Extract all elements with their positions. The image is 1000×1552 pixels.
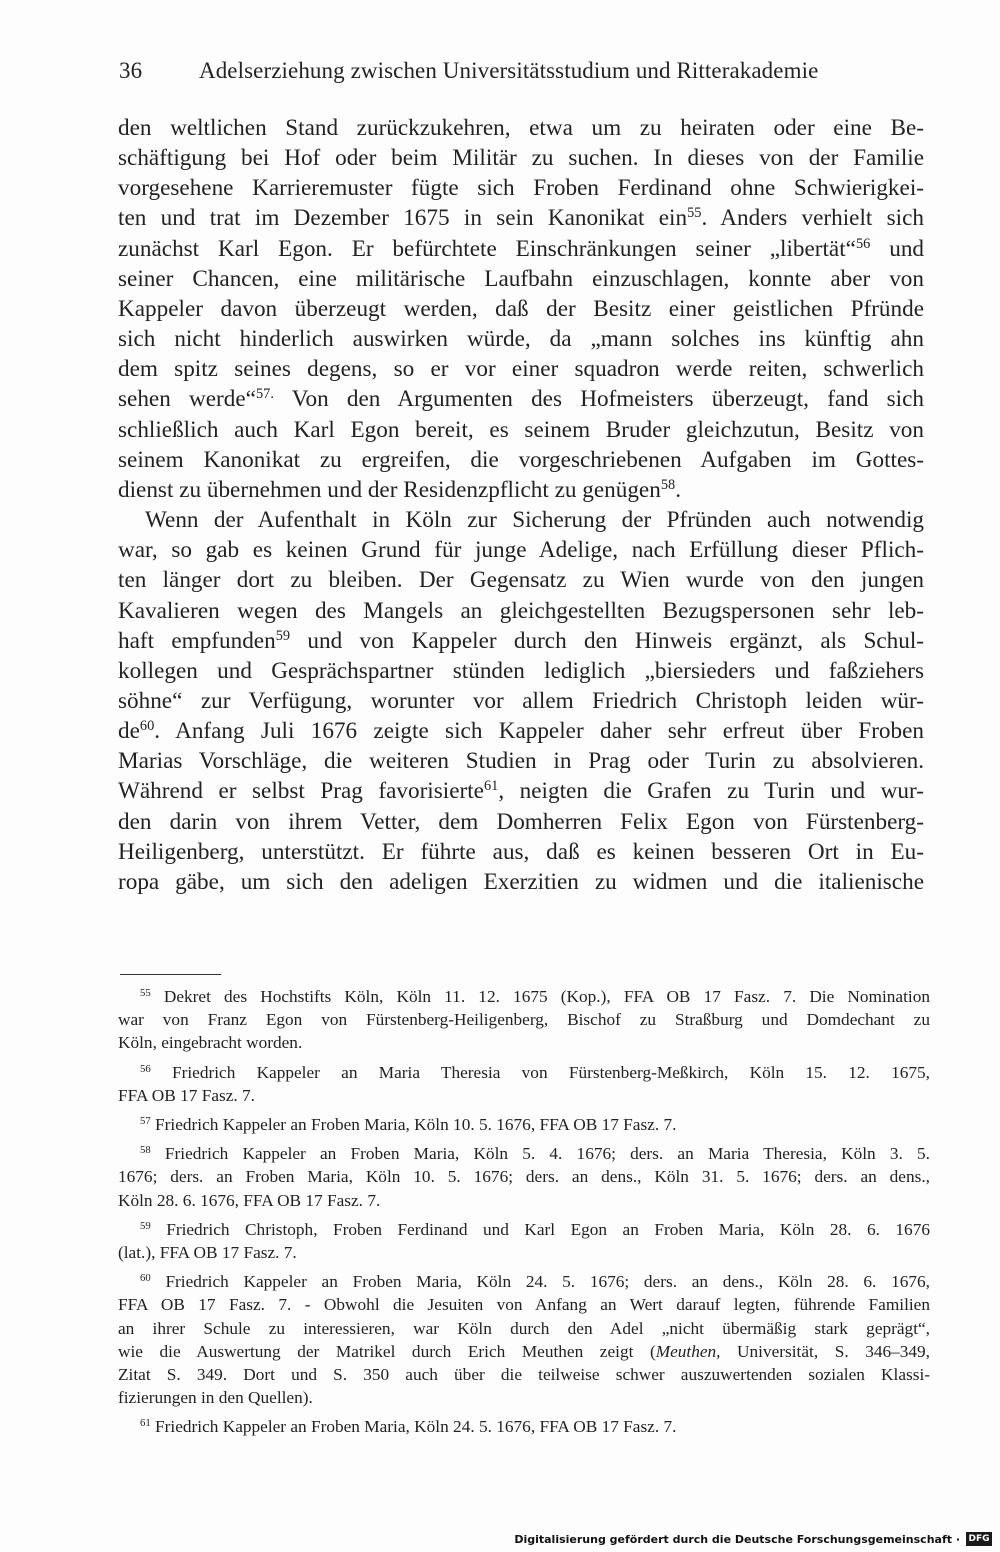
footnote: $^{59}$ Friedrich Christoph, Froben Ferdinand und Karl Egon an Froben Maria, Köln 28. 6. 1676 (lat.), FFA OB 17 Fasz. 7. [118,1219,930,1263]
text-line: ropa gäbe, um sich den adeligen Exerzitien zu widmen und die italienische [118,868,924,895]
footnote-number: 57 [140,1115,151,1128]
running-title: Adelserziehung zwischen Universitätsstudium und Ritterakademie [199,58,819,83]
text-line: Kavalieren wegen des Mangels an gleichgestellten Bezugspersonen sehr leb- [118,597,924,624]
text-line: den weltlichen Stand zurückzukehren, etwa um zu heiraten oder eine Be- [118,115,924,141]
text-line: kollegen und Gesprächspartner stünden lediglich „biersieders und faßziehers [118,657,924,684]
text-line: den darin von ihrem Vetter, dem Domherren Felix Egon von Fürstenberg- [118,808,924,835]
text-line: dienst zu übernehmen und der Residenzpflicht zu genügen$^{58}$. [118,476,681,503]
text-line: vorgesehene Karrieremuster fügte sich Froben Ferdinand ohne Schwierigkei- [118,175,924,202]
text-line: haft empfunden$^{59}$ und von Kappeler durch den Hinweis ergänzt, als Schul- [118,627,924,654]
main-text [118,113,924,897]
footnote-ref[interactable]: 58 [660,476,676,493]
text-line: schäftigung bei Hof oder beim Militär zu suchen. In dieses von der Familie [118,145,924,172]
footnote-ref[interactable]: 57. [255,386,274,403]
footnote-ref[interactable]: 60 [139,718,155,735]
text-line: sich nicht hinderlich auswirken würde, da „mann solches ins künftig ahn [118,326,924,353]
text-line: Kappeler davon überzeugt werden, daß der Besitz einer geistlichen Pfründe [118,295,924,322]
text-line: Marias Vorschläge, die weiteren Studien in Prag oder Turin zu absolvieren. [118,748,924,775]
footnote-number: 60 [140,1272,151,1285]
text-line: Heiligenberg, unterstützt. Er führte aus, daß es keinen besseren Ort in Eu- [118,838,924,865]
text-line: $de^{60}$. Anfang Juli 1676 zeigte sich Kappeler daher sehr erfreut über Froben [118,718,924,745]
text-line: seinem Kanonikat zu ergreifen, die vorgeschriebenen Aufgaben im Gottes- [118,446,924,473]
footnote-ref[interactable]: 61 [483,778,499,795]
footnote-number: 56 [140,1062,151,1075]
text-line: ten länger dort zu bleiben. Der Gegensatz zu Wien wurde von den jungen [118,567,924,594]
page-number: 36 [119,58,143,83]
footnote-number: 55 [140,987,151,1000]
footnote-number: 61 [140,1417,151,1430]
text-line: schließlich auch Karl Egon bereit, es seinem Bruder gleichzutun, Besitz von [118,416,924,443]
footnote: $^{56}$ Friedrich Kappeler an Maria Theresia von Fürstenberg-Meßkirch, Köln 15. 12. 1675, FFA OB 17 Fasz. 7. [118,1062,930,1105]
text-line: Wenn der Aufenthalt in Köln zur Sicherung der Pfründen auch notwendig [145,507,924,534]
footnote: $^{60}$ Friedrich Kappeler an Froben Maria, Köln 24. 5. 1676; ders. an dens., Köln 28. 6. 1676, FFA OB 17 Fasz. 7. - Obwohl die Jesuiten von Anfang an Wert darauf legten, führende Familien an ihrer Schule zu interessieren, war Köln durch den Adel „nicht übermäßig stark geprägt“, wie die Auswertung der Matrikel durch Erich Meuthen zeigt (Meuthen, Universität, S. 346–349, Zitat S. 349. Dort und S. 350 auch über die teilweise schwer auszuwertenden sozialen Klassi- fizierungen in den Quellen). [118,1272,930,1408]
text-line: seiner Chancen, eine militärische Laufbahn einzuschlagen, konnte aber von [118,265,924,292]
footnote: $^{61}$ Friedrich Kappeler an Froben Maria, Köln 24. 5. 1676, FFA OB 17 Fasz. 7. [140,1417,677,1437]
text-line: söhne“ zur Verfügung, worunter vor allem Friedrich Christoph leiden wür- [118,687,924,714]
text-line: ten und trat im Dezember 1675 in sein Kanonikat ein$^{55}$. Anders verhielt sich [118,205,924,232]
footnote: $^{58}$ Friedrich Kappeler an Froben Maria, Köln 5. 4. 1676; ders. an Maria Theresia, Köln 3. 5. 1676; ders. an Froben Maria, Köln 10. 5. 1676; ders. an dens., Köln 31. 5. 1676; ders. an dens., Köln 28. 6. 1676, FFA OB 17 Fasz. 7. [118,1144,930,1210]
footnote-ref[interactable]: 56 [855,235,871,252]
footnote-ref[interactable]: 59 [275,627,291,644]
digitization-credit: Digitalisierung gefördert durch die Deutsche Forschungsgemeinschaft · [514,1533,960,1546]
text-line: Während er selbst Prag favorisierte$^{61}$, neigten die Grafen zu Turin und wur- [118,778,924,805]
footnote-separator [120,974,221,975]
dfg-logo: DFG [966,1532,992,1546]
footnote: $^{57}$ Friedrich Kappeler an Froben Maria, Köln 10. 5. 1676, FFA OB 17 Fasz. 7. [140,1115,677,1135]
text-line: sehen werde“$^{57.}$ Von den Argumenten des Hofmeisters überzeugt, fand sich [118,386,924,413]
citation-author: Meuthen, [655,1341,721,1361]
text-line: dem spitz seines degens, so er vor einer squadron werde reiten, schwerlich [118,356,924,383]
footnote: $^{55}$ Dekret des Hochstifts Köln, Köln 11. 12. 1675 (Kop.), FFA OB 17 Fasz. 7. Die Nomination war von Franz Egon von Fürstenberg-Heiligenberg, Bischof zu Straßburg und Domdechant zu Köln, eingebracht worden. [118,987,930,1053]
text-line: war, so gab es keinen Grund für junge Adelige, nach Erfüllung dieser Pflich- [118,537,924,564]
footnote-ref[interactable]: 55 [687,205,702,222]
footnote-number: 59 [140,1219,151,1232]
running-head [119,58,919,84]
text-line: zunächst Karl Egon. Er befürchtete Einschränkungen seiner „libertät“$^{56}$ und [118,235,925,262]
footnotes [118,985,930,1445]
footnote-number: 58 [140,1144,151,1157]
